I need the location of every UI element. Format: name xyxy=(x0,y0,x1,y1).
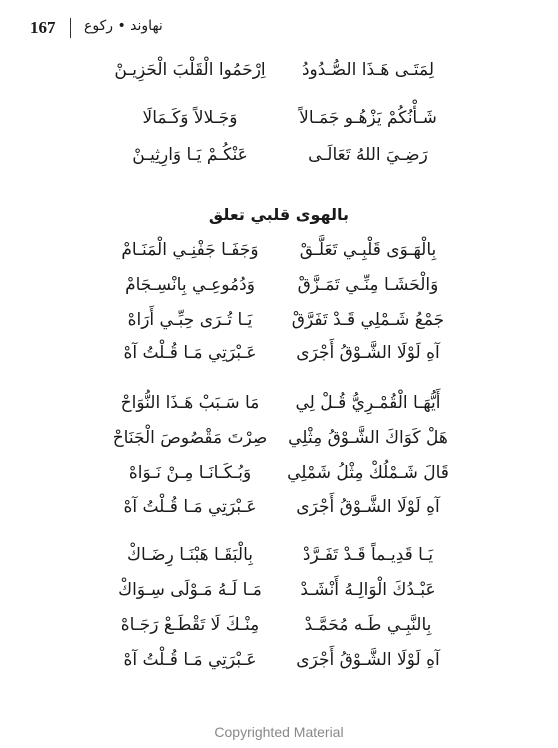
verse-line xyxy=(0,275,558,305)
verse-line xyxy=(0,310,558,340)
page-header xyxy=(0,12,558,42)
hemistich-left: اِرْحَمُوا الْقَلْبَ الْحَزِيـنْ xyxy=(114,60,266,80)
hemistich-right: رَضِـيَ اللهُ تَعَالَـى xyxy=(308,145,428,165)
hemistich-right: بِالنَّبِـي طَـه مُحَمَّـدْ xyxy=(304,615,432,635)
song-title: بالهوى قلبي تعلق xyxy=(208,205,350,224)
page-number: 167 xyxy=(30,18,56,37)
hemistich-left: عَـبْرَتِي مَـا قُـلْتُ آهْ xyxy=(123,343,257,363)
verse-line xyxy=(0,60,558,90)
hemistich-right: آهِ لَوْلَا الشَّـوْقُ أَجْرَى xyxy=(296,343,440,363)
hemistich-left: مِنْـكَ لَا تَقْطَـعْ رَجَـاهْ xyxy=(120,615,260,635)
verse-line xyxy=(0,497,558,527)
verse-line xyxy=(0,393,558,423)
hemistich-left: عَـبْرَتِي مَـا قُـلْتُ آهْ xyxy=(123,650,257,670)
hemistich-right: قَالَ شَـمْلُكْ مِثْلُ شَمْلِي xyxy=(287,463,449,483)
verse-line xyxy=(0,545,558,575)
verse-line xyxy=(0,343,558,373)
hemistich-right: جَمْعُ شَـمْلِي قَـدْ تَفَرَّقْ xyxy=(291,310,445,330)
hemistich-right: يَـا قَدِيـماً قَـدْ تَفَـرَّدْ xyxy=(302,545,434,565)
verse-line xyxy=(0,108,558,138)
hemistich-right: آهِ لَوْلَا الشَّـوْقُ أَجْرَى xyxy=(296,497,440,517)
hemistich-left: يَـا تُـرَى حِبِّـي أَرَاهْ xyxy=(127,310,253,330)
hemistich-right: أَيُّهَـا الْقُمْـرِيُّ قُـلْ لِي xyxy=(295,393,441,413)
verse-line xyxy=(0,650,558,680)
copyright-footer: Copyrighted Material xyxy=(214,724,344,740)
hemistich-left: مَـا لَـهُ مَـوْلَى سِـوَاكْ xyxy=(118,580,262,600)
verse-line xyxy=(0,428,558,458)
hemistich-left: عَنْكُـمْ يَـا وَارِثِيـنْ xyxy=(132,145,248,165)
hemistich-left: بِالْبَقَـا هَبْنَـا رِضَـاكْ xyxy=(127,545,253,565)
verse-line xyxy=(0,580,558,610)
verse-line xyxy=(0,615,558,645)
running-head: نهاوند • ركوع xyxy=(84,18,163,34)
hemistich-left: وَجَفَـا جَفْنِـي الْمَنَـامْ xyxy=(121,240,259,260)
hemistich-right: وَالْحَشَـا مِنِّـي تَمَـزَّقْ xyxy=(297,275,439,295)
hemistich-left: صِرْتَ مَقْصُوصَ الْجَنَاحْ xyxy=(112,428,268,448)
verse-line xyxy=(0,240,558,270)
hemistich-right: بِالْهَـوَى قَلْبِـي تَعَلَّـقْ xyxy=(299,240,437,260)
hemistich-left: عَـبْرَتِي مَـا قُـلْتُ آهْ xyxy=(123,497,257,517)
hemistich-right: آهِ لَوْلَا الشَّـوْقُ أَجْرَى xyxy=(296,650,440,670)
header-divider xyxy=(70,18,71,38)
hemistich-right: هَلْ كَوَاكَ الشَّـوْقُ مِثْلِي xyxy=(288,428,448,448)
verse-line xyxy=(0,145,558,175)
hemistich-left: وَجَـلالاً وَكَـمَالَا xyxy=(142,108,238,128)
hemistich-right: لِمَتَـى هَـذَا الصُّـدُودُ xyxy=(301,60,434,80)
hemistich-left: مَا سَـبَبْ هَـذَا النُّوَاحْ xyxy=(120,393,260,413)
hemistich-right: شَـأْنُكُمْ يَزْهُـو جَمَـالاً xyxy=(299,108,437,128)
hemistich-right: عَبْـدُكَ الْوَالِـهُ أَنْشَـدْ xyxy=(300,580,436,600)
hemistich-left: وَبُـكَـانَـا مِـنْ نَـوَاهْ xyxy=(128,463,252,483)
hemistich-left: وَدُمُوعِـي بِانْسِـجَامْ xyxy=(125,275,255,295)
verse-line xyxy=(0,463,558,493)
